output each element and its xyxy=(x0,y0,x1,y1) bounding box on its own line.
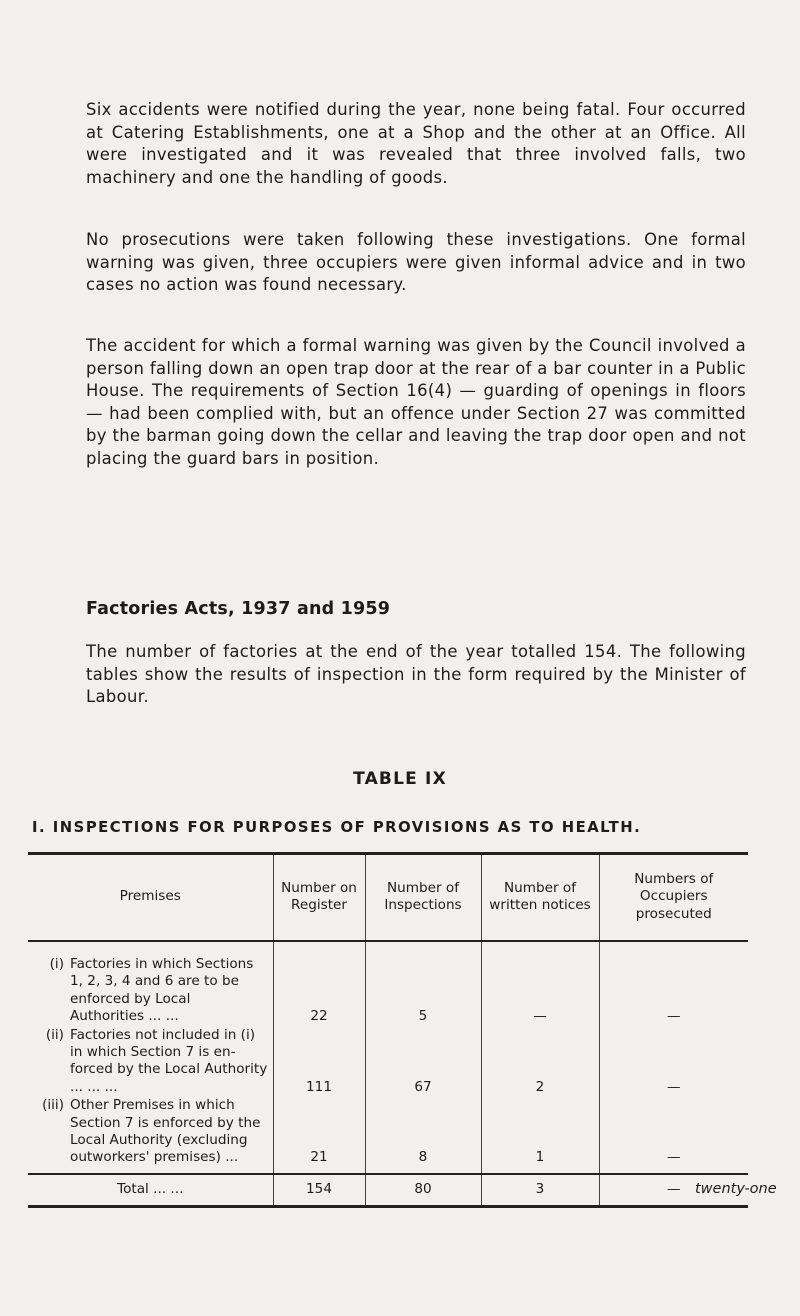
header-inspections: Number of Inspections xyxy=(365,854,481,942)
total-row xyxy=(28,1174,748,1207)
table-subtitle: I. INSPECTIONS FOR PURPOSES OF PROVISIONS AS TO HEALTH. xyxy=(32,819,642,836)
table-row xyxy=(28,941,748,1027)
cell-notices: 2 xyxy=(481,1027,599,1098)
paragraph-formal-warning: The accident for which a formal warning was given by the Council involved a person falling down an open trap door at the rear of a bar counter in a Public House. The requirements of Section 16(4) — guarding of openings in floors — had been complied with, but an offence under Section 27 was committed by the barman going down the cellar and leaving the trap door open and not placing the guard bars in position. xyxy=(86,336,746,468)
cell-inspections: 5 xyxy=(365,941,481,1027)
row-description: Factories not included in (i) in which Section 7 is en-forced by the Local Authority ... ... ... xyxy=(70,1026,268,1095)
cell-inspections: 8 xyxy=(365,1097,481,1174)
row-number: (iii) xyxy=(42,1097,64,1114)
table-row xyxy=(28,1027,748,1098)
total-register: 154 xyxy=(273,1174,365,1207)
cell-prosecuted: — xyxy=(599,1027,748,1098)
header-prosecuted: Numbers of Occupiers prosecuted xyxy=(599,854,748,942)
row-description: Other Premises in which Section 7 is enforced by the Local Authority (excluding outworkers' premises) ... xyxy=(70,1097,261,1166)
table-header-row xyxy=(28,854,748,942)
row-number: (i) xyxy=(49,956,64,972)
paragraph-factories: The number of factories at the end of the year totalled 154. The following tables show the results of inspection in the form required by the Minister of Labour. xyxy=(86,642,746,706)
header-premises: Premises xyxy=(119,888,181,905)
header-notices: Number of written notices xyxy=(481,854,599,942)
paragraph-prosecutions: No prosecutions were taken following these investigations. One formal warning was given, three occupiers were given informal advice and in two cases no action was found necessary. xyxy=(86,230,746,294)
page-number-footer: twenty-one xyxy=(695,1181,777,1197)
cell-register: 21 xyxy=(273,1097,365,1174)
section-heading: Factories Acts, 1937 and 1959 xyxy=(86,599,391,619)
total-label: Total ... ... xyxy=(117,1181,184,1198)
header-register: Number on Register xyxy=(273,854,365,942)
cell-prosecuted: — xyxy=(599,941,748,1027)
table-title: TABLE IX xyxy=(353,769,447,789)
total-prosecuted: — xyxy=(599,1174,748,1207)
cell-inspections: 67 xyxy=(365,1027,481,1098)
cell-register: 22 xyxy=(273,941,365,1027)
row-number: (ii) xyxy=(45,1026,64,1043)
table-row xyxy=(28,1097,748,1174)
cell-notices: — xyxy=(481,941,599,1027)
cell-notices: 1 xyxy=(481,1097,599,1174)
paragraph-accidents: Six accidents were notified during the year, none being fatal. Four occurred at Catering Establishments, one at a Shop and the other at an Office. All were investigated and it was revealed that three involved falls, two machinery and one the handling of goods. xyxy=(86,100,746,187)
row-description: Factories in which Sections 1, 2, 3, 4 and 6 are to be enforced by Local Authorities ... ... xyxy=(70,956,254,1025)
cell-prosecuted: — xyxy=(599,1097,748,1174)
total-inspections: 80 xyxy=(365,1174,481,1207)
cell-register: 111 xyxy=(273,1027,365,1098)
total-notices: 3 xyxy=(481,1174,599,1207)
inspections-table xyxy=(28,852,748,1208)
